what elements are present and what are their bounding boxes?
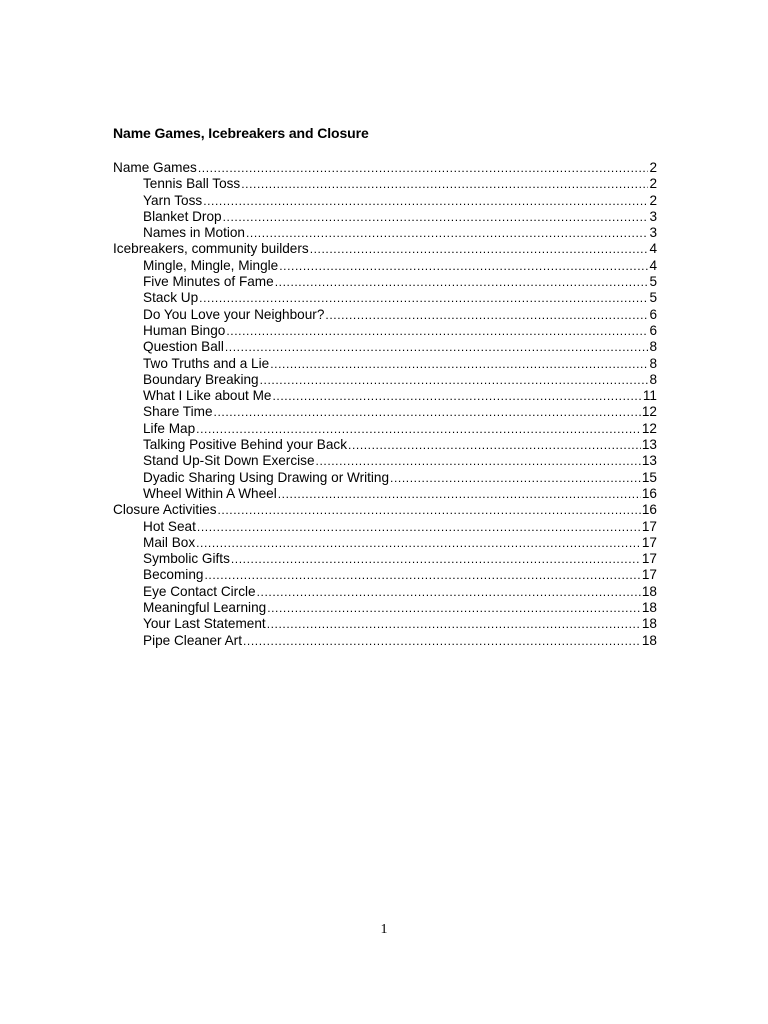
- toc-entry[interactable]: [113, 307, 657, 323]
- toc-page-number: 12: [641, 404, 657, 420]
- toc-page-number: 8: [649, 339, 657, 355]
- dot-leader: [225, 339, 649, 355]
- toc-page-number: 2: [649, 160, 657, 175]
- toc-page-number: 6: [649, 306, 657, 322]
- toc-page-number: 12: [641, 420, 657, 436]
- toc-entry-title: Icebreakers, community builders: [113, 241, 309, 257]
- toc-entry[interactable]: [113, 486, 657, 502]
- toc-page-number: 17: [641, 518, 657, 534]
- toc-page-number: 4: [649, 241, 657, 257]
- toc-entry-title: Yarn Toss: [143, 192, 203, 208]
- dot-leader: [203, 193, 648, 209]
- toc-entry[interactable]: [113, 535, 657, 551]
- dot-leader: [267, 600, 641, 616]
- toc-entry-title: Two Truths and a Lie: [143, 355, 270, 371]
- toc-entry-title: Pipe Cleaner Art: [143, 632, 242, 648]
- dot-leader: [272, 388, 641, 404]
- toc-entry-title: Closure Activities: [113, 502, 217, 518]
- dot-leader: [243, 633, 641, 649]
- toc-page-number: 4: [649, 257, 657, 273]
- toc-entry-title: Names in Motion: [143, 225, 245, 241]
- toc-page-number: 6: [649, 322, 657, 338]
- dot-leader: [316, 453, 641, 469]
- toc-entry-title: Boundary Breaking: [143, 371, 259, 387]
- dot-leader: [246, 225, 648, 241]
- dot-leader: [275, 274, 649, 290]
- toc-section[interactable]: [113, 160, 657, 176]
- toc-entry[interactable]: [113, 388, 657, 404]
- toc-section[interactable]: [113, 502, 657, 518]
- dot-leader: [196, 535, 641, 551]
- toc-entry-title: Mail Box: [143, 534, 196, 550]
- dot-leader: [310, 241, 649, 257]
- dot-leader: [218, 502, 641, 518]
- toc-page-number: 18: [641, 600, 657, 616]
- toc-page-number: 17: [641, 551, 657, 567]
- toc-entry-title: Name Games: [113, 160, 197, 175]
- toc-entry[interactable]: [113, 633, 657, 649]
- dot-leader: [348, 437, 641, 453]
- toc-entry[interactable]: [113, 584, 657, 600]
- dot-leader: [278, 486, 641, 502]
- toc-page-number: 2: [649, 176, 657, 192]
- toc-page-number: 16: [641, 502, 657, 518]
- toc-entry[interactable]: [113, 453, 657, 469]
- toc-page-number: 11: [642, 388, 657, 404]
- toc-entry-title: Meaningful Learning: [143, 600, 267, 616]
- toc-entry-title: Your Last Statement: [143, 616, 266, 632]
- table-of-contents: [113, 160, 657, 649]
- toc-entry[interactable]: [113, 421, 657, 437]
- toc-entry-title: Human Bingo: [143, 322, 226, 338]
- toc-entry-title: Stand Up-Sit Down Exercise: [143, 453, 315, 469]
- toc-page-number: 2: [649, 192, 657, 208]
- toc-entry-title: Talking Positive Behind your Back: [143, 437, 348, 453]
- toc-entry-title: Do You Love your Neighbour?: [143, 306, 325, 322]
- toc-entry-title: Becoming: [143, 567, 204, 583]
- toc-entry-title: Dyadic Sharing Using Drawing or Writing: [143, 469, 390, 485]
- toc-entry[interactable]: [113, 600, 657, 616]
- dot-leader: [390, 470, 641, 486]
- toc-entry-title: Five Minutes of Fame: [143, 274, 274, 290]
- toc-page-number: 3: [649, 208, 657, 224]
- toc-entry-title: Blanket Drop: [143, 208, 222, 224]
- toc-entry[interactable]: [113, 567, 657, 583]
- dot-leader: [257, 584, 641, 600]
- dot-leader: [196, 421, 641, 437]
- toc-entry-title: Tennis Ball Toss: [143, 176, 241, 192]
- toc-page-number: 3: [649, 225, 657, 241]
- toc-entry[interactable]: [113, 258, 657, 274]
- toc-entry-title: Hot Seat: [143, 518, 196, 534]
- toc-entry[interactable]: [113, 209, 657, 225]
- toc-page-number: 18: [641, 583, 657, 599]
- toc-page-number: 8: [649, 355, 657, 371]
- dot-leader: [279, 258, 648, 274]
- toc-page-number: 15: [641, 469, 657, 485]
- toc-page-number: 13: [641, 453, 657, 469]
- dot-leader: [223, 209, 649, 225]
- toc-entry[interactable]: [113, 372, 657, 388]
- page-number: 1: [380, 922, 388, 937]
- toc-entry[interactable]: [113, 339, 657, 355]
- toc-entry[interactable]: [113, 551, 657, 567]
- dot-leader: [270, 356, 648, 372]
- dot-leader: [325, 307, 648, 323]
- toc-entry[interactable]: [113, 323, 657, 339]
- toc-entry-title: Life Map: [143, 420, 196, 436]
- toc-entry-title: Share Time: [143, 404, 213, 420]
- dot-leader: [267, 616, 641, 632]
- toc-page-number: 8: [649, 371, 657, 387]
- dot-leader: [226, 323, 648, 339]
- toc-page-number: 18: [641, 632, 657, 648]
- toc-page-number: 5: [649, 290, 657, 306]
- toc-entry[interactable]: [113, 176, 657, 192]
- dot-leader: [204, 567, 640, 583]
- dot-leader: [231, 551, 641, 567]
- document-title: Name Games, Icebreakers and Closure: [113, 125, 369, 141]
- toc-entry[interactable]: [113, 356, 657, 372]
- toc-page-number: 5: [649, 274, 657, 290]
- toc-entry[interactable]: [113, 225, 657, 241]
- toc-page-number: 18: [641, 616, 657, 632]
- toc-entry-title: Mingle, Mingle, Mingle: [143, 257, 279, 273]
- toc-entry-title: Symbolic Gifts: [143, 551, 230, 567]
- dot-leader: [241, 176, 648, 192]
- toc-entry[interactable]: [113, 437, 657, 453]
- toc-page-number: 17: [641, 534, 657, 550]
- toc-section[interactable]: [113, 241, 657, 257]
- toc-entry-title: Question Ball: [143, 339, 224, 355]
- toc-entry-title: Stack Up: [143, 290, 199, 306]
- toc-entry[interactable]: [113, 274, 657, 290]
- toc-page-number: 13: [641, 437, 657, 453]
- toc-entry[interactable]: [113, 519, 657, 535]
- toc-entry[interactable]: [113, 470, 657, 486]
- dot-leader: [199, 290, 648, 306]
- dot-leader: [214, 404, 641, 420]
- toc-entry[interactable]: [113, 193, 657, 209]
- dot-leader: [198, 160, 649, 176]
- dot-leader: [197, 519, 641, 535]
- toc-entry[interactable]: [113, 616, 657, 632]
- toc-entry-title: Wheel Within A Wheel: [143, 485, 277, 501]
- toc-entry[interactable]: [113, 404, 657, 420]
- toc-entry[interactable]: [113, 290, 657, 306]
- toc-page-number: 16: [641, 485, 657, 501]
- toc-entry-title: What I Like about Me: [143, 388, 272, 404]
- dot-leader: [260, 372, 649, 388]
- toc-page-number: 17: [641, 567, 657, 583]
- toc-entry-title: Eye Contact Circle: [143, 583, 256, 599]
